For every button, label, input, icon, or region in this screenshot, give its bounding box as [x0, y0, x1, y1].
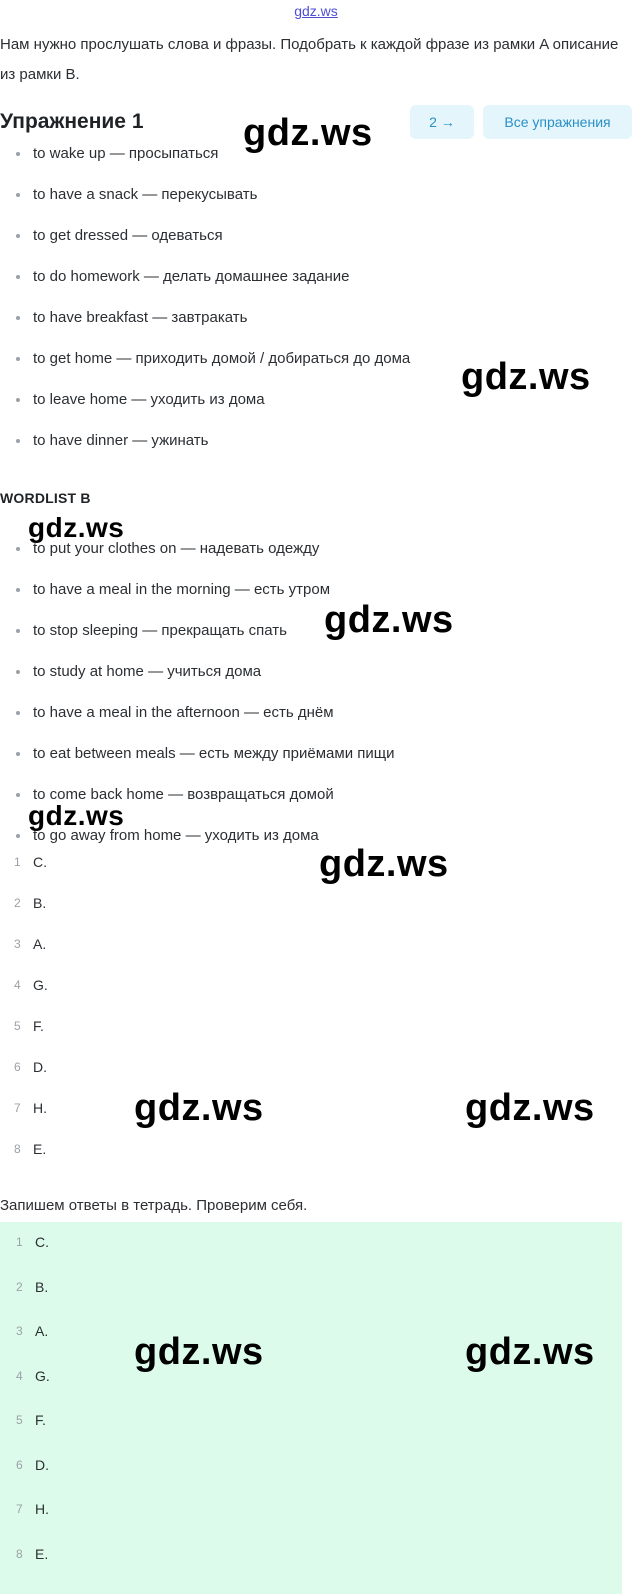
watermark: gdz.ws	[28, 512, 125, 543]
list-item: to have a meal in the afternoon — есть днём	[0, 692, 632, 733]
bullet-icon	[16, 193, 20, 197]
list-item: to leave home — уходить из дома	[0, 379, 632, 420]
bullet-icon	[16, 439, 20, 443]
bullet-icon	[16, 398, 20, 402]
bullet-icon	[16, 316, 20, 320]
answer-item: 1 C.	[14, 854, 47, 870]
bullet-icon	[16, 234, 20, 238]
list-item: to get dressed — одеваться	[0, 215, 632, 256]
answer-item: 4 G.	[14, 977, 48, 993]
answer-item: 6 D.	[16, 1456, 49, 1473]
bullet-icon	[16, 834, 20, 838]
answer-item: 5 F.	[14, 1018, 44, 1034]
exercise-title: Упражнение 1	[0, 110, 144, 133]
answer-item: 3 A.	[14, 936, 47, 952]
list-item: to get home — приходить домой / добираться до дома	[0, 338, 632, 379]
watermark: gdz.ws	[461, 356, 591, 398]
answer-item: 8 E.	[14, 1141, 47, 1157]
next-exercise-button[interactable]: 2 →	[410, 105, 474, 139]
answer-item: 1 C.	[16, 1234, 49, 1250]
answer-item: 6 D.	[14, 1059, 47, 1075]
check-note: Запишем ответы в тетрадь. Проверим себя.	[0, 1197, 308, 1214]
bullet-icon	[16, 588, 20, 592]
wordlist-b-title: WORDLIST B	[0, 490, 91, 506]
watermark: gdz.ws	[465, 1087, 595, 1129]
answer-item: 2 B.	[16, 1278, 49, 1295]
intro-text: Нам нужно прослушать слова и фразы. Подобрать к каждой фразе из рамки A описание из рамки B.	[0, 36, 619, 83]
site-link[interactable]: gdz.ws	[294, 3, 338, 19]
list-item: to wake up — просыпаться	[0, 133, 632, 174]
list-item: to stop sleeping — прекращать спать	[0, 610, 632, 651]
bullet-icon	[16, 547, 20, 551]
answer-item: 7 H.	[16, 1501, 49, 1517]
bullet-icon	[16, 670, 20, 674]
watermark: gdz.ws	[134, 1087, 264, 1129]
bullet-icon	[16, 275, 20, 279]
answer-item: 3 A.	[16, 1323, 49, 1339]
list-item: to have breakfast — завтракать	[0, 297, 632, 338]
answer-item: 4 G.	[16, 1367, 50, 1384]
answer-item: 2 B.	[14, 895, 47, 911]
all-exercises-button[interactable]: Все упражнения	[483, 105, 632, 139]
answer-item: 7 H.	[14, 1100, 47, 1116]
bullet-icon	[16, 357, 20, 361]
watermark: gdz.ws	[134, 1331, 264, 1373]
watermark: gdz.ws	[465, 1331, 595, 1373]
list-item: to study at home — учиться дома	[0, 651, 632, 692]
watermark: gdz.ws	[319, 843, 449, 885]
list-item: to have a meal in the morning — есть утром	[0, 569, 632, 610]
answer-check-list	[0, 1220, 632, 1576]
list-item: to eat between meals — есть между приёмами пищи	[0, 733, 632, 774]
wordlist-a	[0, 133, 632, 461]
bullet-icon	[16, 629, 20, 633]
bullet-icon	[16, 711, 20, 715]
watermark: gdz.ws	[243, 112, 373, 154]
list-item: to have dinner — ужинать	[0, 420, 632, 461]
list-item: to go away from home — уходить из дома	[0, 815, 632, 856]
bullet-icon	[16, 152, 20, 156]
watermark: gdz.ws	[28, 800, 125, 831]
list-item: to put your clothes on — надевать одежду	[0, 528, 632, 569]
answer-item: 5 F.	[16, 1412, 46, 1428]
answer-item: 8 E.	[16, 1545, 49, 1562]
list-item: to do homework — делать домашнее задание	[0, 256, 632, 297]
list-item: to come back home — возвращаться домой	[0, 774, 632, 815]
list-item: to have a snack — перекусывать	[0, 174, 632, 215]
watermark: gdz.ws	[324, 599, 454, 641]
bullet-icon	[16, 793, 20, 797]
bullet-icon	[16, 752, 20, 756]
